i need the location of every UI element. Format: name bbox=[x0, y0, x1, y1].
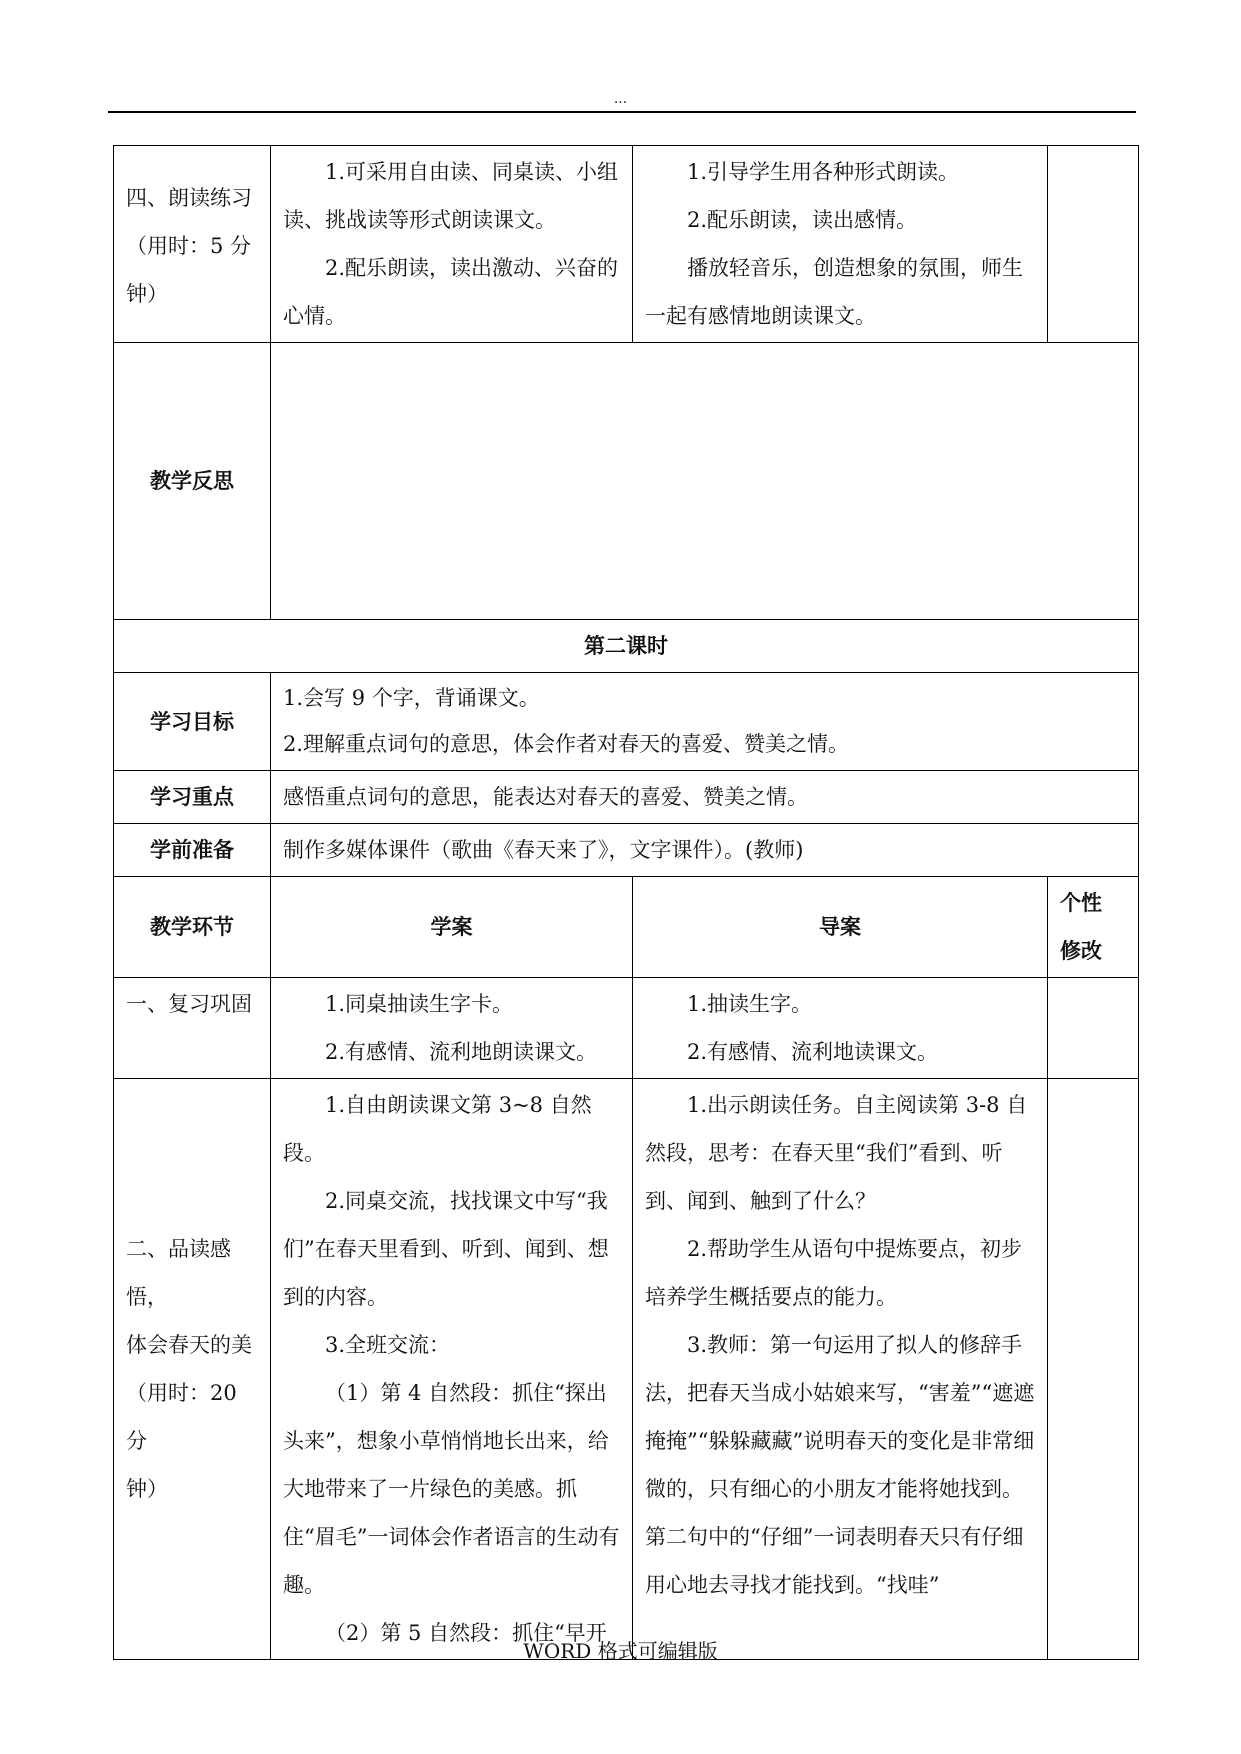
stage-line: 体会春天的美 bbox=[126, 1333, 252, 1357]
reflection-label: 教学反思 bbox=[114, 343, 271, 620]
header-teacher: 导案 bbox=[633, 877, 1048, 978]
teacher-item: 2.配乐朗读，读出感情。 bbox=[687, 208, 918, 232]
header-rule bbox=[108, 111, 1136, 113]
stage-line: 二、品读感悟， bbox=[126, 1237, 231, 1309]
student-item: 2.配乐朗读，读出激动、兴奋的心情。 bbox=[283, 256, 619, 328]
teacher-cell-reading bbox=[633, 146, 1048, 343]
header-student: 学案 bbox=[271, 877, 633, 978]
goals-label: 学习目标 bbox=[114, 673, 271, 771]
stage-line: 钟） bbox=[126, 282, 168, 306]
student-item: 1.自由朗读课文第 3~8 自然段。 bbox=[283, 1093, 592, 1165]
student-item: 1.同桌抽读生字卡。 bbox=[325, 992, 514, 1016]
teacher-item: 1.出示朗读任务。自主阅读第 3-8 自然段，思考：在春天里“我们”看到、听到、闻到、触到了什么？ bbox=[645, 1093, 1028, 1213]
table-row-review bbox=[114, 978, 1139, 1079]
header-personal-line: 个性 bbox=[1060, 891, 1102, 915]
reflection-content bbox=[271, 343, 1139, 620]
stage-cell-savor bbox=[114, 1079, 271, 1660]
table-header-row bbox=[114, 877, 1139, 978]
teacher-item: 播放轻音乐，创造想象的氛围，师生一起有感情地朗读课文。 bbox=[645, 256, 1023, 328]
student-cell-savor bbox=[271, 1079, 633, 1660]
student-cell-reading bbox=[271, 146, 633, 343]
table-row-section-title bbox=[114, 620, 1139, 673]
student-cell-review bbox=[271, 978, 633, 1079]
stage-cell-review: 一、复习巩固 bbox=[114, 978, 271, 1079]
personal-cell-savor bbox=[1048, 1079, 1139, 1660]
goal-item: 2.理解重点词句的意思，体会作者对春天的喜爱、赞美之情。 bbox=[283, 732, 850, 756]
stage-line: 四、朗读练习 bbox=[126, 186, 252, 210]
table-row-focus bbox=[114, 771, 1139, 824]
table-row-reflection bbox=[114, 343, 1139, 620]
student-item: 2.有感情、流利地朗读课文。 bbox=[325, 1040, 598, 1064]
table-row-goals bbox=[114, 673, 1139, 771]
teacher-item: 3.教师：第一句运用了拟人的修辞手法，把春天当成小姑娘来写，“害羞”“遮遮掩掩”“躲躲藏藏”说明春天的变化是非常细微的，只有细心的小朋友才能将她找到。第二句中的“仔细”一词表明春天只有仔细用心地去寻找才能找到。“找哇” bbox=[645, 1333, 1035, 1597]
header-mark: ... bbox=[613, 91, 628, 107]
student-item: 3.全班交流： bbox=[325, 1333, 451, 1357]
teacher-item: 1.引导学生用各种形式朗读。 bbox=[687, 160, 960, 184]
header-personal-line: 修改 bbox=[1060, 939, 1102, 963]
student-item: （1）第 4 自然段：抓住“探出头来”，想象小草悄悄地长出来，给大地带来了一片绿色的美感。抓住“眉毛”一词体会作者语言的生动有趣。 bbox=[283, 1381, 620, 1597]
teacher-cell-review bbox=[633, 978, 1048, 1079]
footer-text: WORD 格式可编辑版 bbox=[523, 1639, 718, 1663]
table-row-savor bbox=[114, 1079, 1139, 1660]
student-item: 1.可采用自由读、同桌读、小组读、挑战读等形式朗读课文。 bbox=[283, 160, 619, 232]
teacher-cell-savor bbox=[633, 1079, 1048, 1660]
header-personal bbox=[1048, 877, 1139, 978]
student-item: 2.同桌交流，找找课文中写“我们”在春天里看到、听到、闻到、想到的内容。 bbox=[283, 1189, 609, 1309]
personal-cell-review bbox=[1048, 978, 1139, 1079]
lesson-plan-table bbox=[113, 145, 1139, 1660]
table-row-prep bbox=[114, 824, 1139, 877]
table-row-reading-practice bbox=[114, 146, 1139, 343]
teacher-item: 2.帮助学生从语句中提炼要点，初步培养学生概括要点的能力。 bbox=[645, 1237, 1023, 1309]
focus-label: 学习重点 bbox=[114, 771, 271, 824]
header-stage: 教学环节 bbox=[114, 877, 271, 978]
prep-content: 制作多媒体课件（歌曲《春天来了》，文字课件）。(教师) bbox=[271, 824, 1139, 877]
prep-label: 学前准备 bbox=[114, 824, 271, 877]
teacher-item: 2.有感情、流利地读课文。 bbox=[687, 1040, 939, 1064]
section-title: 第二课时 bbox=[114, 620, 1139, 673]
goal-item: 1.会写 9 个字，背诵课文。 bbox=[283, 686, 540, 710]
stage-line: （用时：5 分 bbox=[126, 234, 252, 258]
student-item: （2）第 5 自然段：抓住“早开 bbox=[325, 1621, 607, 1645]
focus-content: 感悟重点词句的意思，能表达对春天的喜爱、赞美之情。 bbox=[271, 771, 1139, 824]
personal-cell-reading bbox=[1048, 146, 1139, 343]
stage-line: 钟） bbox=[126, 1477, 168, 1501]
stage-cell-reading bbox=[114, 146, 271, 343]
goals-content bbox=[271, 673, 1139, 771]
stage-line: （用时：20 分 bbox=[126, 1381, 237, 1453]
teacher-item: 1.抽读生字。 bbox=[687, 992, 813, 1016]
